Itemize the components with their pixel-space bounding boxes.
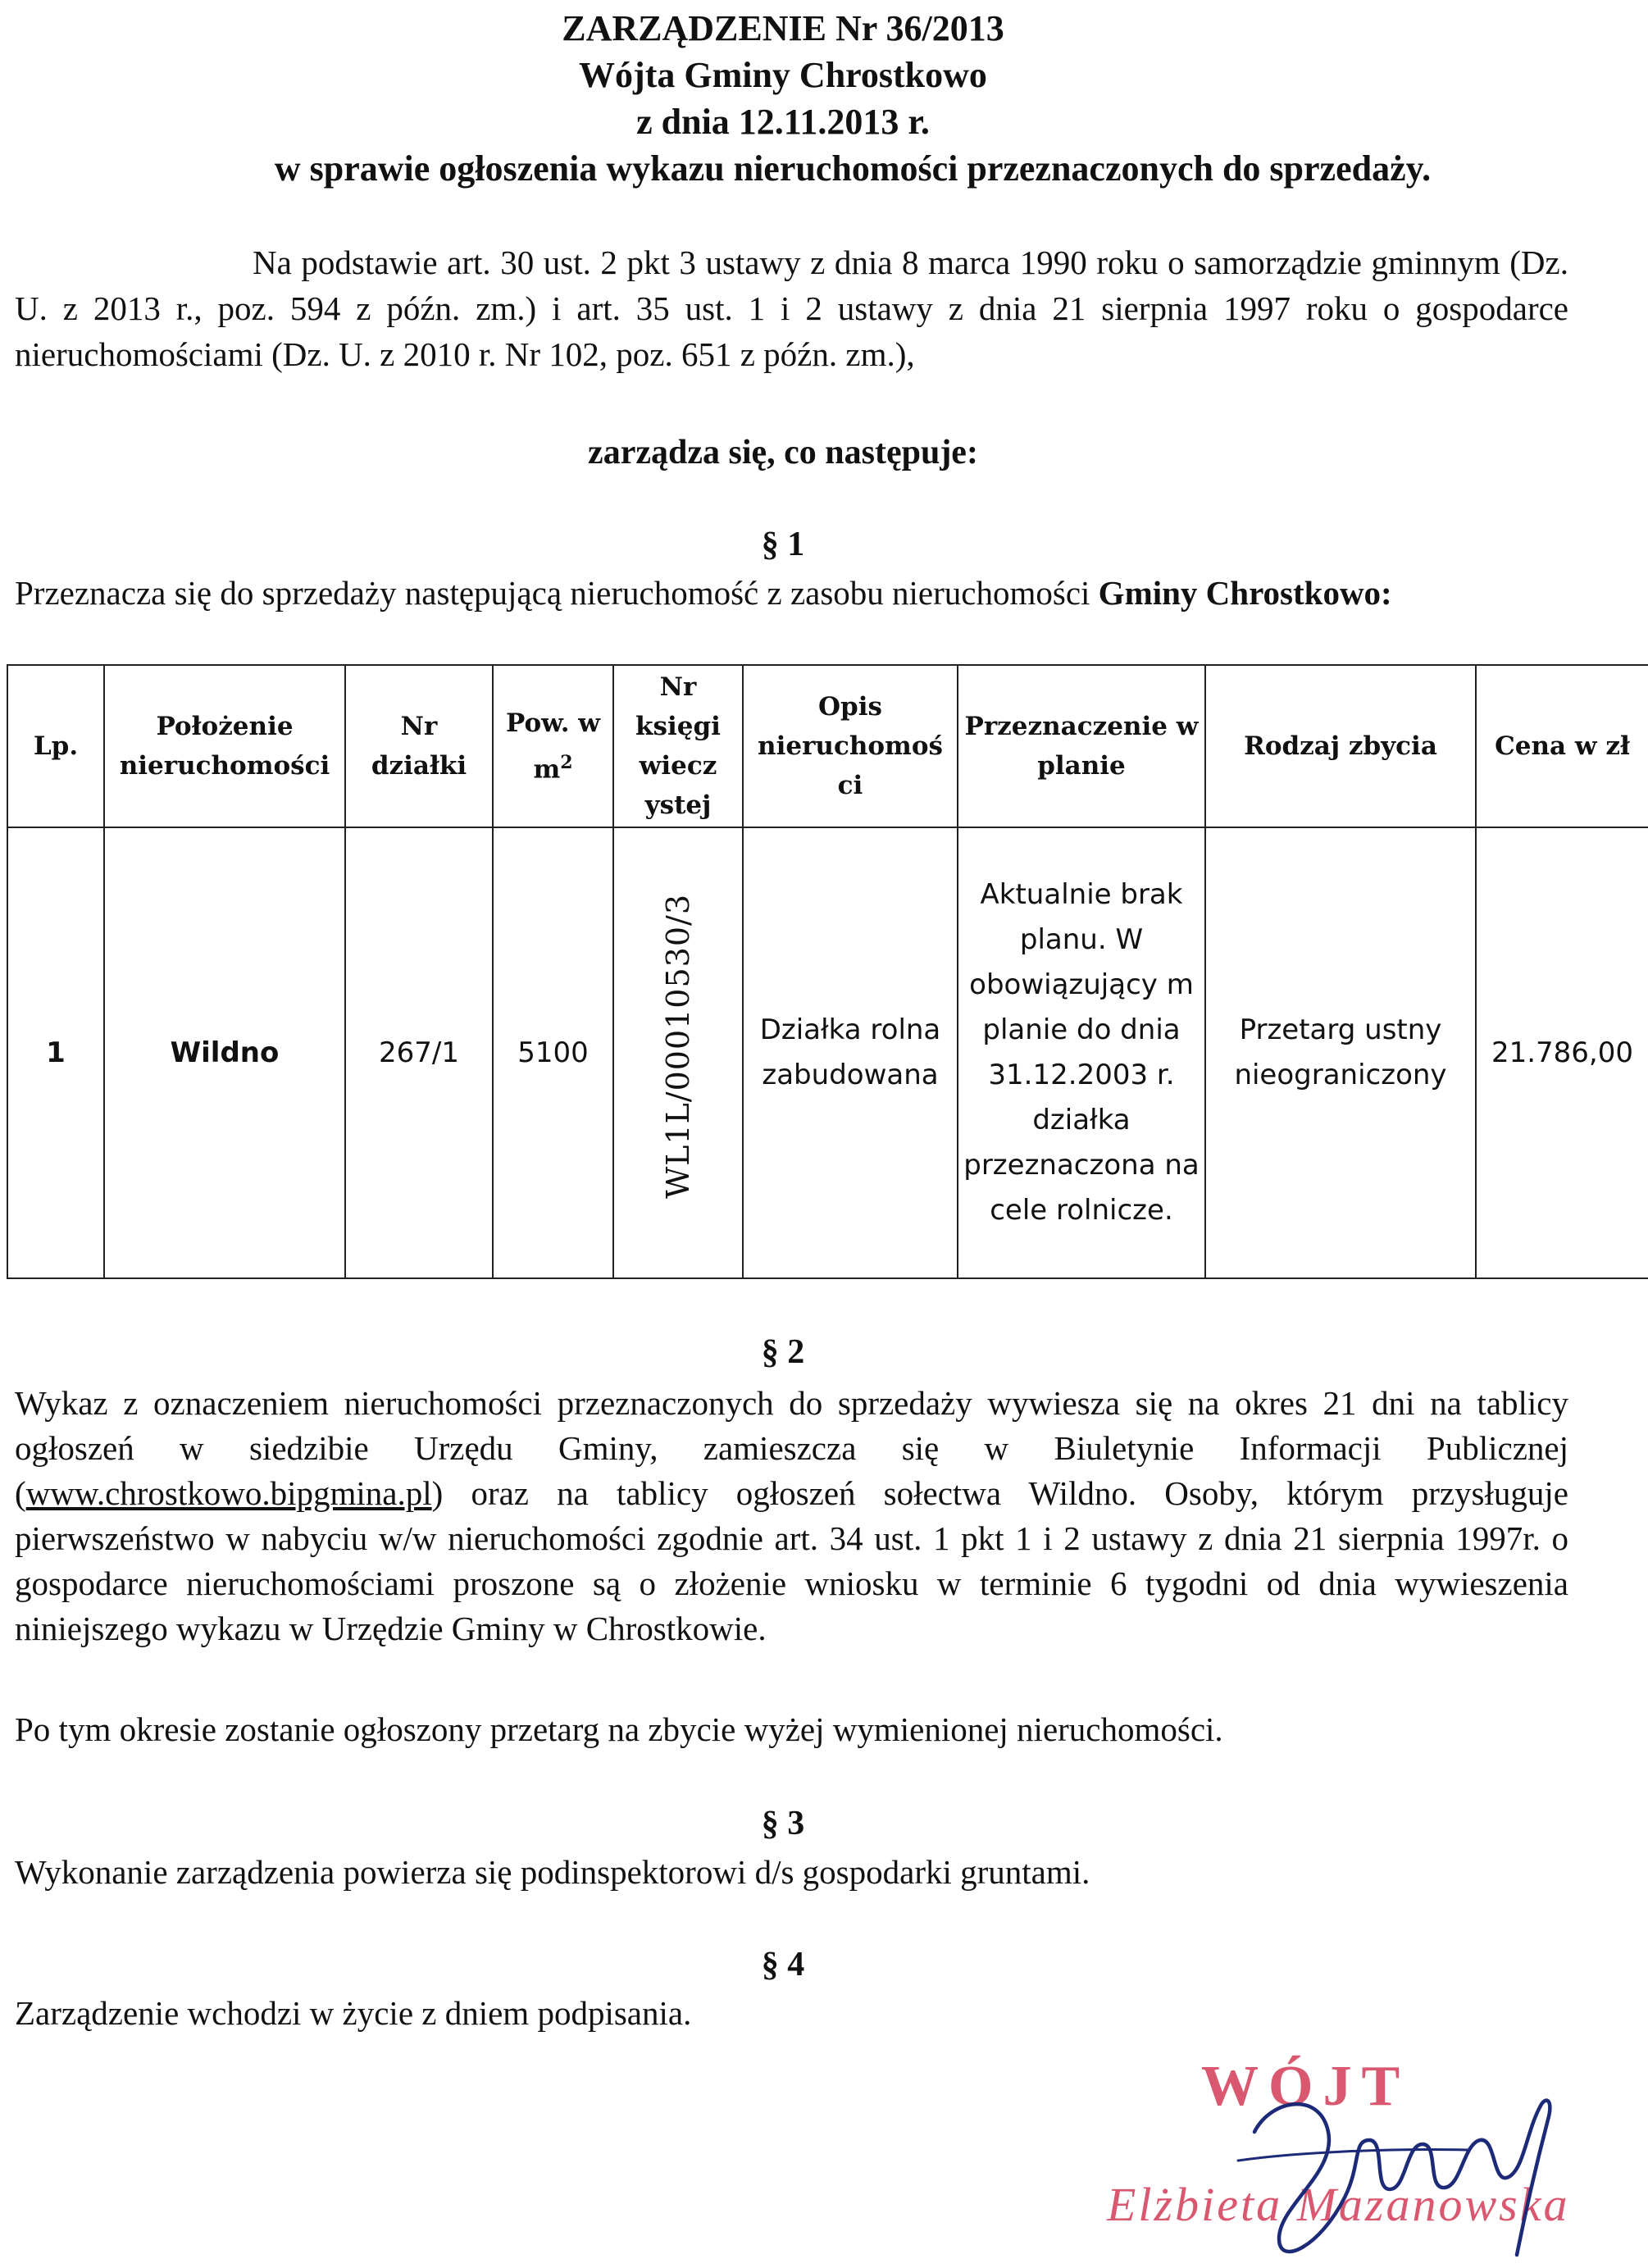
issuer: Wójta Gminy Chrostkowo [579,55,987,95]
section-1-text [15,571,1568,616]
col-lp: Lp. [7,665,104,827]
section-1-bold: Gminy Chrostkowo: [1098,574,1392,612]
section-1-heading: § 1 [761,526,805,563]
section-4-heading: § 4 [761,1946,805,1983]
stamp-name: Elżbieta Mazanowska [1107,2178,1570,2231]
col-description: Opis nieruchomoś ci [743,665,958,827]
stamp-title: WÓJT [1201,2055,1410,2118]
col-price: Cena w zł [1476,665,1648,827]
ordinance-date: z dnia 12.11.2013 r. [636,102,930,142]
col-land-register: Nr księgi wiecz ystej [613,665,743,827]
col-sale-type: Rodzaj zbycia [1205,665,1476,827]
section-4-text: Zarządzenie wchodzi w życie z dniem podpisania. [15,1994,692,2032]
table-header-row [7,665,1648,827]
section-2-after: ) oraz na tablicy ogłoszeń sołectwa Wildno. Osoby, którym przysługuje pierwszeństwo w nabyciu w/w nieruchomości zgodnie art. 34 ust. 1 pkt 1 i 2 ustawy z dnia 21 sierpnia 1997r. o gospodarce nieruchomościami proszone są o złożenie wniosku w terminie 6 tygodni od dnia wywieszenia niniejszego wykazu w Urzędzie Gminy w Chrostkowie. [15,1474,1568,1647]
cell-area: 5100 [493,827,613,1278]
decides-line: zarządza się, co następuje: [588,434,978,471]
section-3-text: Wykonanie zarządzenia powierza się podinspektorowi d/s gospodarki gruntami. [15,1853,1090,1891]
intro-paragraph [15,239,1568,377]
property-table [7,664,1648,1279]
document-header [0,5,1566,192]
intro-text: Na podstawie art. 30 ust. 2 pkt 3 ustawy z dnia 8 marca 1990 roku o samorządzie gminnym (Dz. U. z 2013 r., poz. 594 z późn. zm.) i art. 35 ust. 1 i 2 ustawy z dnia 21 sierpnia 1997 roku o gospodarce nieruchomościami (Dz. U. z 2010 r. Nr 102, poz. 651 z późn. zm.), [15,244,1568,373]
ordinance-subject: w sprawie ogłoszenia wykazu nieruchomości przeznaczonych do sprzedaży. [274,148,1432,189]
section-3-heading: § 3 [761,1805,805,1842]
col-plot-no: Nr działki [345,665,493,827]
col-area-label: Pow. w m [506,708,600,785]
section-2-text [15,1381,1568,1651]
section-1-plain: Przeznacza się do sprzedaży następującą nieruchomość z zasobu nieruchomości [15,574,1090,612]
bip-link[interactable]: www.chrostkowo.bipgmina.pl [25,1474,432,1512]
col-plan: Przeznaczenie w planie [958,665,1205,827]
table-row [7,827,1648,1278]
cell-price: 21.786,00 [1476,827,1648,1278]
cell-lp: 1 [7,827,104,1278]
section-2-text-2: Po tym okresie zostanie ogłoszony przetarg na zbycie wyżej wymienionej nieruchomości. [15,1710,1223,1748]
handwritten-signature [1230,2083,1558,2268]
cell-land-register [613,827,743,1278]
cell-description: Działka rolna zabudowana [743,827,958,1278]
ordinance-number: ZARZĄDZENIE Nr 36/2013 [562,8,1004,48]
section-2-before: Wykaz z oznaczeniem nieruchomości przeznaczonych do sprzedaży wywiesza się na okres 21 dni na tablicy ogłoszeń w siedzibie Urzędu Gminy, zamieszcza się w Biuletynie Informacji Publicznej ( [15,1384,1568,1512]
cell-sale-type: Przetarg ustny nieograniczony [1205,827,1476,1278]
col-area [493,665,613,827]
cell-plot-no: 267/1 [345,827,493,1278]
section-2-heading: § 2 [761,1333,805,1371]
cell-plan: Aktualnie brak planu. W obowiązujący m planie do dnia 31.12.2003 r. działka przeznaczona na cele rolnicze. [958,827,1205,1278]
cell-location: Wildno [104,827,345,1278]
area-unit-sup: 2 [560,751,573,773]
land-register-number: WL1L/00010530/3 [659,893,696,1199]
col-location: Położenie nieruchomości [104,665,345,827]
